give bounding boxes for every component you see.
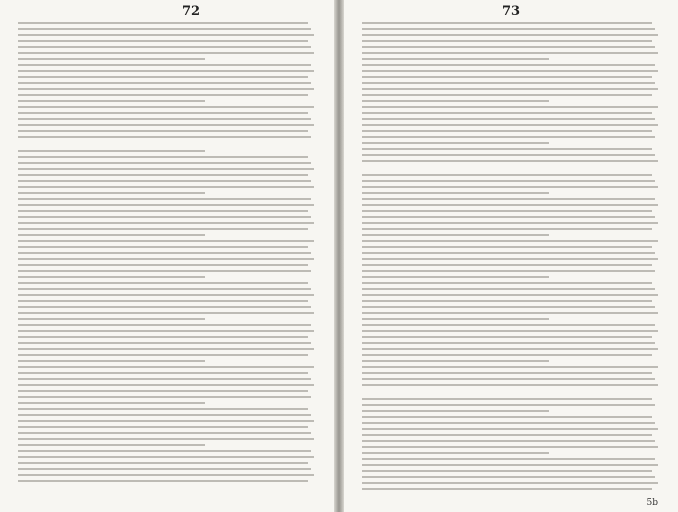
text-line — [18, 390, 308, 392]
text-line — [362, 434, 652, 436]
text-line — [18, 468, 311, 470]
text-line — [362, 372, 652, 374]
text-line — [362, 318, 549, 320]
text-line — [18, 204, 314, 206]
text-line — [362, 410, 549, 412]
text-line — [18, 240, 314, 242]
text-line — [362, 100, 549, 102]
text-line — [18, 210, 308, 212]
text-line — [18, 216, 311, 218]
text-line — [362, 354, 652, 356]
text-line — [18, 282, 308, 284]
text-line — [362, 28, 655, 30]
page-number: 72 — [182, 4, 201, 19]
text-line — [18, 354, 308, 356]
text-line — [362, 136, 655, 138]
text-line — [18, 150, 205, 152]
text-line — [18, 480, 308, 482]
text-line — [362, 476, 655, 478]
text-line — [362, 416, 652, 418]
text-line — [362, 58, 549, 60]
left-page — [0, 0, 334, 512]
text-line — [18, 136, 311, 138]
text-line — [362, 366, 658, 368]
text-body — [18, 22, 320, 486]
text-line — [362, 228, 652, 230]
text-line — [18, 444, 205, 446]
text-line — [362, 282, 652, 284]
text-line — [362, 348, 658, 350]
text-line — [362, 264, 652, 266]
text-line — [18, 474, 314, 476]
text-line — [362, 336, 652, 338]
paragraph-gap — [362, 166, 664, 174]
text-line — [18, 192, 205, 194]
text-line — [362, 276, 549, 278]
text-line — [362, 330, 658, 332]
text-line — [18, 228, 308, 230]
text-line — [18, 366, 314, 368]
text-line — [362, 234, 549, 236]
text-line — [362, 482, 658, 484]
text-line — [18, 306, 311, 308]
text-line — [362, 88, 658, 90]
text-line — [18, 264, 308, 266]
text-line — [362, 34, 658, 36]
text-line — [362, 446, 658, 448]
text-line — [362, 70, 658, 72]
text-line — [18, 456, 314, 458]
text-line — [18, 396, 311, 398]
text-line — [18, 28, 311, 30]
text-line — [18, 130, 308, 132]
text-line — [362, 76, 652, 78]
text-line — [362, 82, 655, 84]
text-line — [362, 246, 652, 248]
text-line — [18, 276, 205, 278]
text-line — [18, 258, 314, 260]
text-line — [18, 22, 308, 24]
text-line — [362, 124, 658, 126]
text-line — [18, 76, 308, 78]
text-line — [18, 70, 314, 72]
text-line — [18, 378, 311, 380]
text-line — [18, 330, 314, 332]
text-line — [18, 246, 308, 248]
text-line — [18, 408, 308, 410]
text-line — [362, 300, 652, 302]
book-gutter — [334, 0, 344, 512]
text-line — [362, 216, 655, 218]
text-line — [18, 168, 314, 170]
text-line — [362, 94, 652, 96]
text-line — [362, 240, 658, 242]
text-line — [18, 348, 314, 350]
text-line — [362, 160, 658, 162]
text-line — [18, 432, 311, 434]
text-line — [362, 398, 652, 400]
text-line — [18, 94, 308, 96]
text-line — [18, 300, 308, 302]
signature-mark: 5b — [646, 498, 658, 508]
text-line — [362, 294, 658, 296]
text-line — [362, 192, 549, 194]
text-line — [362, 204, 658, 206]
text-line — [18, 124, 314, 126]
text-line — [18, 180, 311, 182]
text-line — [18, 336, 308, 338]
text-line — [362, 270, 655, 272]
text-line — [18, 426, 308, 428]
text-line — [362, 52, 658, 54]
text-line — [362, 488, 652, 490]
text-line — [362, 324, 655, 326]
text-line — [362, 384, 658, 386]
text-line — [18, 58, 205, 60]
text-line — [18, 270, 311, 272]
text-body — [362, 22, 664, 494]
text-line — [18, 462, 308, 464]
text-line — [18, 324, 311, 326]
text-line — [18, 88, 314, 90]
right-page — [344, 0, 678, 512]
text-line — [362, 464, 658, 466]
text-line — [362, 130, 652, 132]
text-line — [18, 252, 311, 254]
text-line — [18, 342, 311, 344]
text-line — [362, 148, 652, 150]
text-line — [362, 112, 652, 114]
text-line — [18, 112, 308, 114]
text-line — [18, 198, 311, 200]
text-line — [362, 452, 549, 454]
text-line — [362, 22, 652, 24]
text-line — [18, 384, 314, 386]
text-line — [362, 154, 655, 156]
text-line — [18, 360, 205, 362]
text-line — [362, 312, 658, 314]
text-line — [362, 198, 655, 200]
text-line — [362, 470, 652, 472]
paragraph-gap — [362, 390, 664, 398]
text-line — [18, 222, 314, 224]
text-line — [18, 34, 314, 36]
text-line — [18, 106, 314, 108]
text-line — [18, 118, 311, 120]
text-line — [362, 186, 658, 188]
text-line — [18, 186, 314, 188]
text-line — [18, 414, 311, 416]
text-line — [362, 174, 652, 176]
text-line — [18, 234, 205, 236]
text-line — [18, 438, 314, 440]
text-line — [362, 142, 549, 144]
text-line — [18, 402, 205, 404]
text-line — [362, 342, 655, 344]
text-line — [18, 52, 314, 54]
text-line — [362, 46, 655, 48]
text-line — [362, 40, 652, 42]
text-line — [18, 288, 311, 290]
text-line — [362, 210, 652, 212]
text-line — [362, 458, 655, 460]
text-line — [18, 312, 314, 314]
text-line — [18, 64, 311, 66]
text-line — [362, 180, 655, 182]
text-line — [362, 64, 655, 66]
text-line — [362, 360, 549, 362]
text-line — [18, 174, 308, 176]
text-line — [18, 40, 308, 42]
text-line — [18, 294, 314, 296]
text-line — [18, 162, 311, 164]
page-number: 73 — [502, 4, 521, 19]
text-line — [362, 106, 658, 108]
text-line — [362, 378, 655, 380]
text-line — [362, 422, 655, 424]
text-line — [18, 46, 311, 48]
text-line — [18, 156, 308, 158]
text-line — [362, 222, 658, 224]
text-line — [362, 306, 655, 308]
text-line — [362, 118, 655, 120]
text-line — [362, 258, 658, 260]
text-line — [362, 440, 655, 442]
text-line — [18, 100, 205, 102]
text-line — [18, 450, 311, 452]
paragraph-gap — [18, 142, 320, 150]
text-line — [18, 318, 205, 320]
text-line — [362, 252, 655, 254]
text-line — [18, 372, 308, 374]
text-line — [362, 404, 655, 406]
text-line — [362, 428, 658, 430]
text-line — [18, 420, 314, 422]
text-line — [362, 288, 655, 290]
text-line — [18, 82, 311, 84]
